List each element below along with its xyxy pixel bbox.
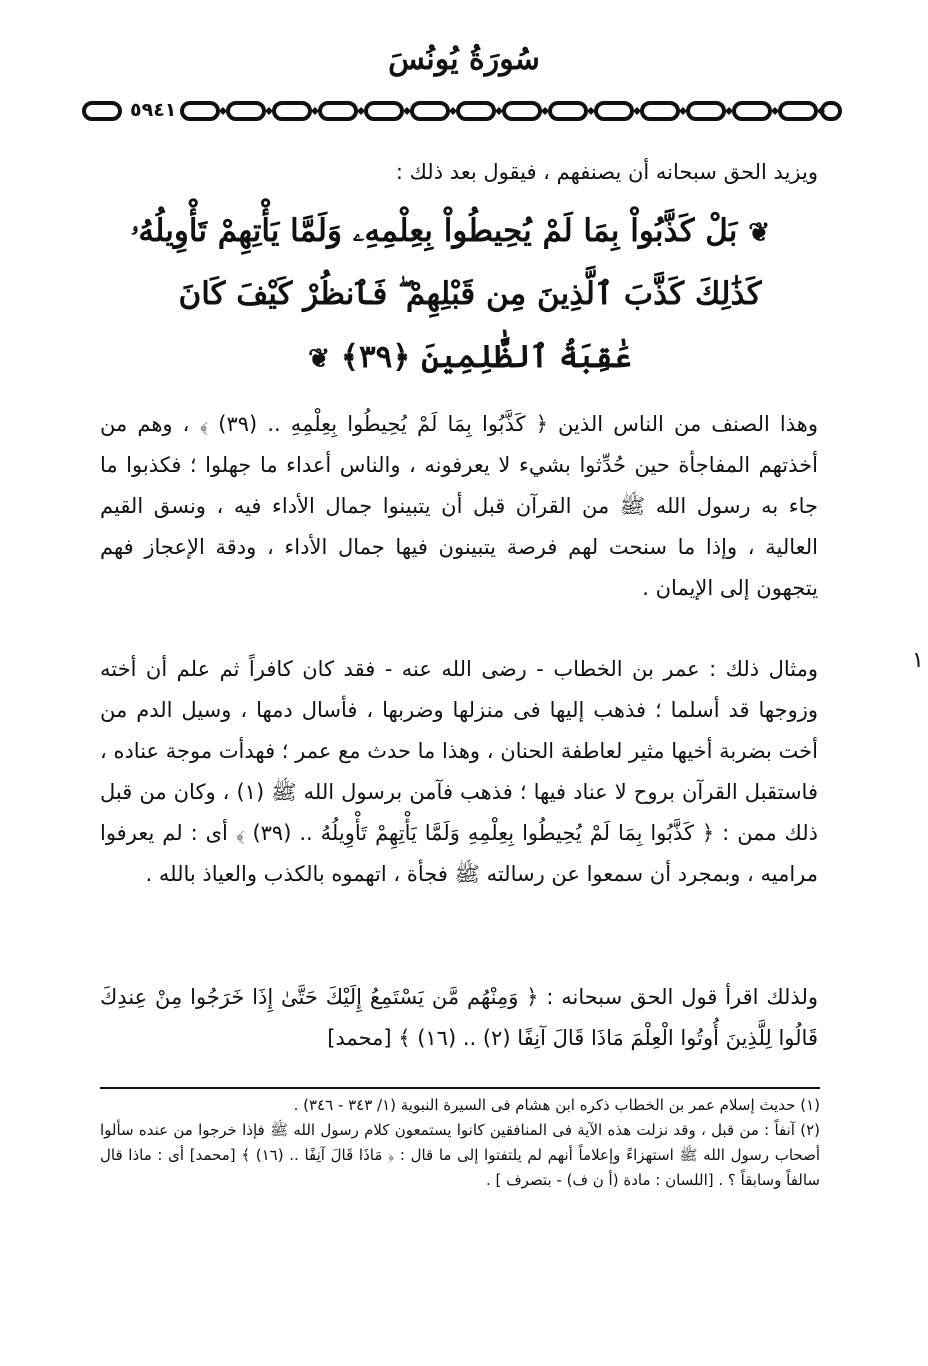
paragraph-1: وهذا الصنف من الناس الذين ﴿ كَذَّبُوا بِمَا لَمْ يُحِيطُوا بِعِلْمِهِ .. (٣٩) ﴾ ، وهم من أخذتهم المفاجأة حين حُدِّثوا بشيء لا يعرفونه ، والناس أعداء ما جهلوا ؛ فكذبوا ما جاء به رسول الله ﷺ من القرآن قبل أن يتبينوا جمال الأداء فيه ، ونسق القيم العالية ، وإذا ما سنحت لهم فرصة يتبينون فيها جمال الأداء ، ودقة الإعجاز فهم يتجهون إلى الإيمان . <box>100 412 819 600</box>
paragraph-2: ومثال ذلك : عمر بن الخطاب - رضى الله عنه - فقد كان كافراً ثم علم أن أخته وزوجها قد أسلما ؛ فذهب إليها فى منزلها وضربها ، فأسال دمها ، وسيل الدم من أخت بضربة أخيها مثير لعاطفة الحنان ، وهذا ما حدث مع عمر ؛ فهدأت موجة عناده ، فاستقبل القرآن بروح لا عناد فيها ؛ فذهب فآمن برسول الله ﷺ (١) ، وكان من قبل ذلك ممن : ﴿ كَذَّبُوا بِمَا لَمْ يُحِيطُوا بِعِلْمِهِ وَلَمَّا يَأْتِهِمْ تَأْوِيلُهُ .. (٣٩) ﴾ أى : لم يعرفوا مراميه ، وبمجرد أن سمعوا عن رسالته ﷺ فجأة ، اتهموه بالكذب والعياذ بالله . <box>100 657 818 886</box>
verse-line-2: كَذَٰلِكَ كَذَّبَ ٱلَّذِينَ مِن قَبْلِهِمْ ۖ فَٱنظُرْ كَيْفَ كَانَ <box>178 276 762 312</box>
verse-line-1 <box>130 200 770 263</box>
verse-line-3 <box>170 326 770 389</box>
page-number: ٥٩٤١ <box>126 99 180 121</box>
decorative-border <box>82 96 842 126</box>
verse-line-3-text: عَٰقِبَةُ ٱلظَّٰلِمِينَ ﴿٣٩﴾ <box>340 339 632 375</box>
footnotes <box>100 1093 820 1193</box>
margin-mark: ١ <box>912 648 924 673</box>
surah-title: سُورَةُ يُونُسَ <box>388 42 540 77</box>
footnote-1: (١) حديث إسلام عمر بن الخطاب ذكره ابن هشام فى السيرة النبوية (١/ ٣٤٣ - ٣٤٦) . <box>293 1096 820 1114</box>
paragraph-3: ولذلك اقرأ قول الحق سبحانه : ﴿ وَمِنْهُم مَّن يَسْتَمِعُ إِلَيْكَ حَتَّىٰ إِذَا خَرَجُوا مِنْ عِندِكَ قَالُوا لِلَّذِينَ أُوتُوا الْعِلْمَ مَاذَا قَالَ آنِفًا (٢) .. (١٦) ﴾ [محمد] <box>100 985 818 1050</box>
footnote-2: (٢) آنفاً : من قبل ، وقد نزلت هذه الآية فى المنافقين كانوا يستمعون كلام رسول الله ﷺ فإذا خرجوا من عنده سألوا أصحاب رسول الله ﷺ استهزاءً وإعلاماً أنهم لم يلتفتوا إلى ما قال : ﴿ مَاذَا قَالَ آنِفًا .. (١٦) ﴾ [محمد] أى : ماذا قال سالفاً وسابقاً ؟ . [اللسان : مادة (أ ن ف) - بتصرف ] . <box>100 1121 820 1189</box>
verse-ornament-icon: ❦ <box>308 344 330 374</box>
footnote-divider <box>100 1087 820 1089</box>
intro-line: ويزيد الحق سبحانه أن يصنفهم ، فيقول بعد ذلك : <box>395 160 818 184</box>
verse-ornament-icon: ❦ <box>748 218 770 248</box>
verse-line-1-text: بَلْ كَذَّبُواْ بِمَا لَمْ يُحِيطُواْ بِعِلْمِهِۦ وَلَمَّا يَأْتِهِمْ تَأْوِيلُهُۥ <box>130 213 738 249</box>
